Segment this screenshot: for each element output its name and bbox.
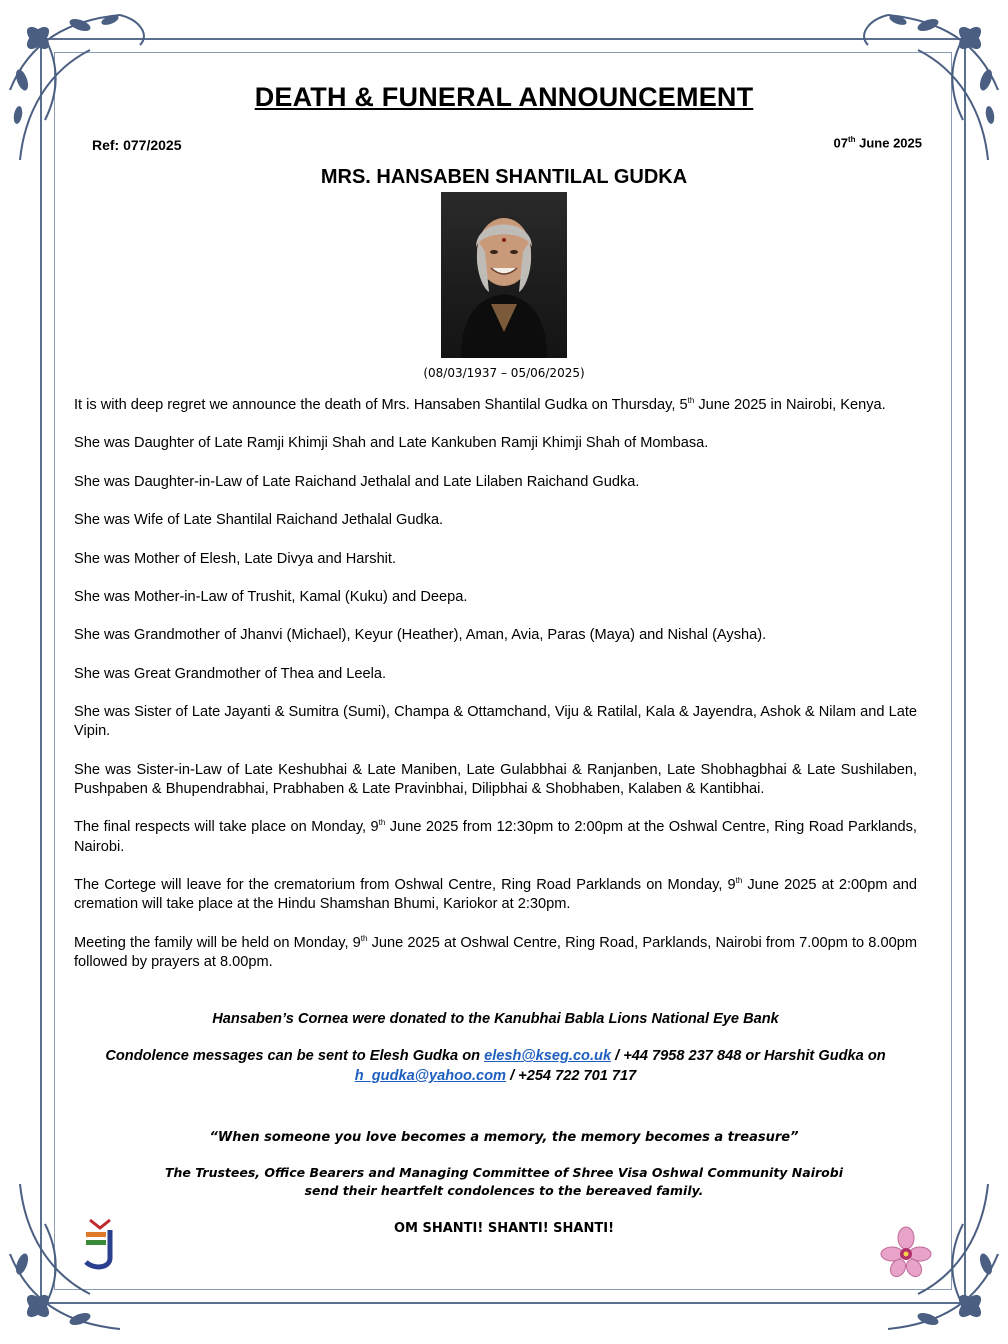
paragraph-death: It is with deep regret we announce the death of Mrs. Hansaben Shantilal Gudka on Thursday, 5th June 2025 in Nairobi, Kenya.: [74, 396, 886, 413]
paragraph-meeting: Meeting the family will be held on Monday, 9th June 2025 at Oshwal Centre, Ring Road, Parklands, Nairobi from 7.00pm to 8.00pm followed by prayers at 8.00pm.: [74, 933, 917, 970]
trustees-condolence: [0, 1164, 1008, 1200]
cornea-donation-note: Hansaben’s Cornea were donated to the Kanubhai Babla Lions National Eye Bank: [212, 1011, 779, 1027]
orchid-flower-icon: [880, 1226, 932, 1278]
memorial-quote: “When someone you love becomes a memory, the memory becomes a treasure”: [209, 1130, 799, 1145]
condolence-contacts: Condolence messages can be sent to Elesh Gudka on elesh@kseg.co.uk / +44 7958 237 848 or Harshit Gudka on h_gudka@yahoo.com / +254 722 701 717: [105, 1048, 886, 1084]
paragraph-mother: She was Mother of Elesh, Late Divya and Harshit.: [74, 550, 397, 567]
paragraph-mother-in-law: She was Mother-in-Law of Trushit, Kamal (Kuku) and Deepa.: [74, 588, 468, 605]
paragraph-cortege: The Cortege will leave for the crematorium from Oshwal Centre, Ring Road Parklands on Monday, 9th June 2025 at 2:00pm and cremation will take place at the Hindu Shamshan Bhumi, Kariokor at 2:30pm.: [74, 876, 917, 913]
paragraph-grandmother: She was Grandmother of Jhanvi (Michael), Keyur (Heather), Aman, Avia, Paras (Maya) and Nishal (Aysha).: [74, 627, 767, 644]
paragraph-sister-in-law: She was Sister-in-Law of Late Keshubhai & Late Maniben, Late Gulabbhai & Ranjanben, Late Shobhagbhai & Late Sushilaben, Pushpaben & Bhupendrabhai, Prabhaben & Late Pravinbhai, Dilipbhai & Shobhaben, Kalaben & Kantibhai.: [74, 761, 917, 797]
announcement-date: 07th June 2025: [833, 135, 922, 151]
page-title: DEATH & FUNERAL ANNOUNCEMENT: [254, 82, 754, 112]
paragraph-sister: She was Sister of Late Jayanti & Sumitra (Sumi), Champa & Ottamchand, Viju & Ratilal, Kala & Jayendra, Ashok & Nilam and Late Vipin.: [74, 704, 917, 740]
paragraph-final-respects: The final respects will take place on Monday, 9th June 2025 from 12:30pm to 2:00pm at the Oshwal Centre, Ring Road Parklands, Nairobi.: [74, 818, 917, 855]
om-shanti: OM SHANTI! SHANTI! SHANTI!: [393, 1221, 615, 1236]
portrait-photo: [441, 192, 567, 358]
harshit-email-link[interactable]: h_gudka@yahoo.com: [354, 1068, 507, 1084]
life-dates: (08/03/1937 – 05/06/2025): [423, 366, 585, 380]
deceased-name: MRS. HANSABEN SHANTILAL GUDKA: [320, 166, 688, 188]
community-logo-icon: [80, 1216, 120, 1274]
paragraph-daughter: She was Daughter of Late Ramji Khimji Shah and Late Kankuben Ramji Khimji Shah of Mombasa.: [74, 435, 709, 452]
trustees-line-1: The Trustees, Office Bearers and Managing Committee of Shree Visa Oshwal Community Nairobi: [165, 1165, 843, 1180]
trustees-line-2: send their heartfelt condolences to the bereaved family.: [304, 1183, 704, 1198]
reference-number: Ref: 077/2025: [92, 137, 182, 153]
paragraph-great-grandmother: She was Great Grandmother of Thea and Leela.: [74, 665, 387, 682]
paragraph-wife: She was Wife of Late Shantilal Raichand Jethalal Gudka.: [74, 512, 444, 529]
announcement-body: [74, 396, 917, 991]
elesh-email-link[interactable]: elesh@kseg.co.uk: [484, 1048, 612, 1064]
paragraph-daughter-in-law: She was Daughter-in-Law of Late Raichand Jethalal and Late Lilaben Raichand Gudka.: [74, 473, 640, 490]
